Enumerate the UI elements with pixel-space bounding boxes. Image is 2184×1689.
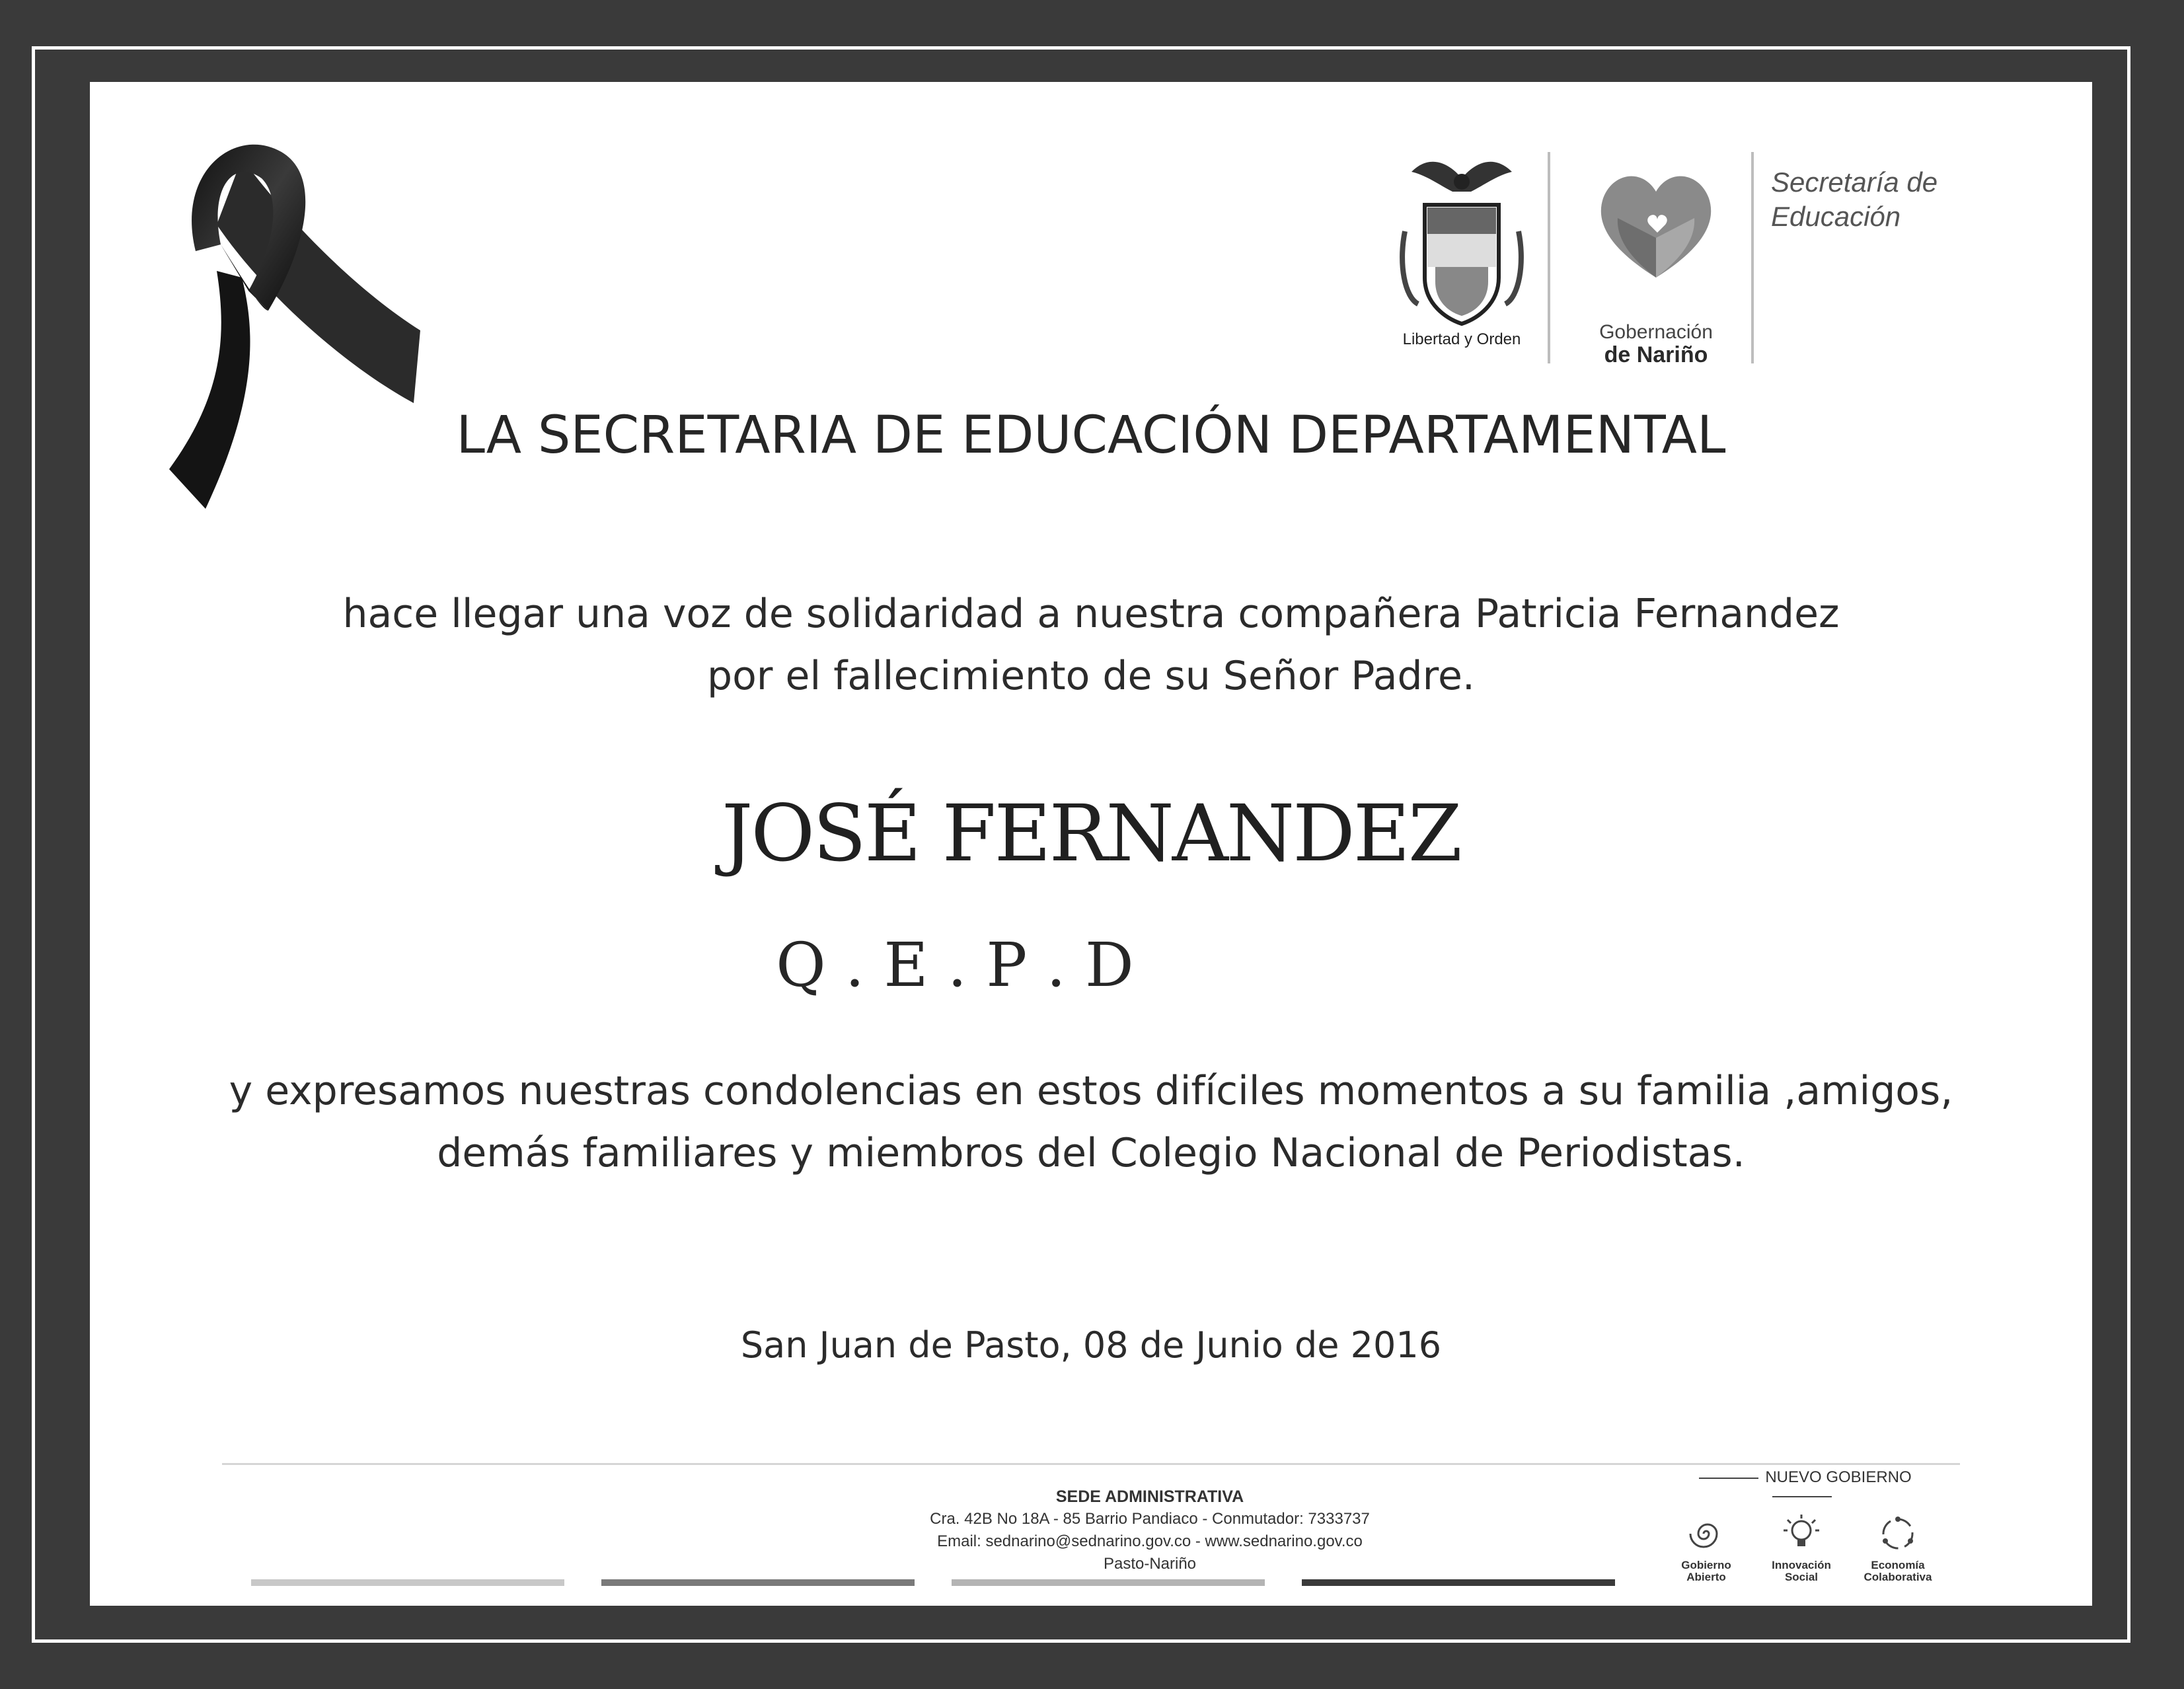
secretaria-line1: Secretaría de xyxy=(1771,167,1938,198)
gobernacion-line2: de Nariño xyxy=(1604,342,1708,367)
condolences-line-1: y expresamos nuestras condolencias en estos difíciles momentos a su familia ,amigos, xyxy=(229,1068,1953,1114)
qepd-text: Q . E . P . D xyxy=(776,930,1134,1000)
footer-bar xyxy=(1302,1579,1615,1586)
page-title: LA SECRETARIA DE EDUCACIÓN DEPARTAMENTAL xyxy=(456,406,1726,465)
footer-contact-line: Email: sednarino@sednarino.gov.co - www.sednarino.gov.co xyxy=(937,1532,1363,1550)
footer-bar xyxy=(601,1579,915,1586)
nuevo-gobierno-title xyxy=(1660,1468,1944,1505)
pillar-label xyxy=(1852,1559,1944,1583)
solidarity-line-1: hace llegar una voz de solidaridad a nuestra compañera Patricia Fernandez xyxy=(342,591,1840,637)
pillar-line2: Abierto xyxy=(1686,1571,1726,1583)
coat-of-arms-motto: Libertad y Orden xyxy=(1402,330,1521,348)
footer-bar xyxy=(251,1579,564,1586)
gobernacion-label xyxy=(1577,321,1735,367)
lightbulb-icon xyxy=(1778,1511,1825,1557)
pillar-economia-colaborativa xyxy=(1852,1511,1944,1583)
condolences-paragraph xyxy=(90,1060,2092,1184)
pillar-line2: Social xyxy=(1784,1571,1819,1583)
footer-heading: SEDE ADMINISTRATIVA xyxy=(1055,1487,1244,1506)
pillar-line1: Economía xyxy=(1871,1559,1925,1571)
pillar-list xyxy=(1660,1511,1944,1610)
place-date: San Juan de Pasto, 08 de Junio de 2016 xyxy=(740,1324,1442,1366)
pillar-gobierno-abierto xyxy=(1660,1511,1752,1583)
condolences-line-2: demás familiares y miembros del Colegio Nacional de Periodistas. xyxy=(437,1130,1745,1176)
footer-city: Pasto-Nariño xyxy=(1103,1555,1197,1573)
pillar-innovacion-social xyxy=(1755,1511,1848,1583)
nuevo-gobierno-label: NUEVO GOBIERNO xyxy=(1765,1468,1912,1486)
footer-address-line: Cra. 42B No 18A - 85 Barrio Pandiaco - Conmutador: 7333737 xyxy=(930,1510,1370,1528)
logo-divider xyxy=(1548,152,1550,363)
pillar-line1: Gobierno xyxy=(1681,1559,1731,1571)
pillar-line2: Colaborativa xyxy=(1864,1571,1932,1583)
pillar-label xyxy=(1755,1559,1848,1583)
condolence-card xyxy=(90,82,2092,1606)
footer-bar xyxy=(952,1579,1265,1586)
secretaria-line2: Educación xyxy=(1771,201,1901,232)
footer-address xyxy=(786,1485,1513,1575)
nuevo-gobierno-block xyxy=(1660,1468,1944,1610)
deceased-name: JOSÉ FERNANDEZ xyxy=(722,788,1460,879)
mourning-ribbon-icon xyxy=(143,112,473,548)
pillar-line1: Innovación xyxy=(1772,1559,1831,1571)
solidarity-line-2: por el fallecimiento de su Señor Padre. xyxy=(707,653,1475,699)
solidarity-paragraph xyxy=(90,583,2092,707)
gobernacion-line1: Gobernación xyxy=(1599,321,1713,343)
cycle-arrows-icon xyxy=(1875,1511,1921,1557)
secretaria-label xyxy=(1771,165,2049,234)
footer-divider xyxy=(222,1463,1960,1465)
spiral-icon xyxy=(1683,1511,1729,1557)
title-rule xyxy=(1772,1496,1832,1497)
title-rule xyxy=(1699,1478,1758,1479)
logo-divider xyxy=(1751,152,1754,363)
header-logos xyxy=(1392,145,2072,383)
pillar-label xyxy=(1660,1559,1752,1583)
